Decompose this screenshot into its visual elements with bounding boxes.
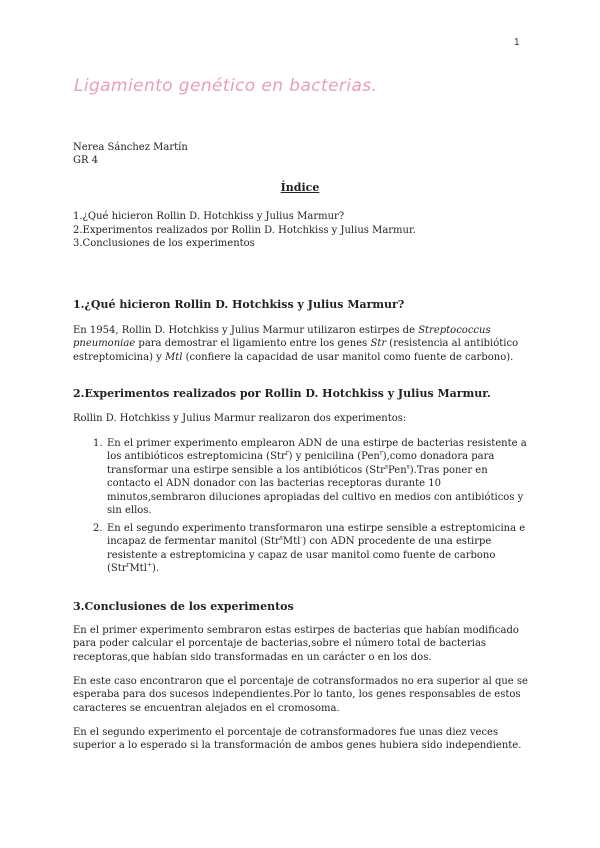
section2-intro: Rollin D. Hotchkiss y Julius Marmur realizaron dos experimentos:	[73, 413, 407, 424]
section1-heading: 1.¿Qué hicieron Rollin D. Hotchkiss y Julius Marmur?	[73, 298, 405, 311]
index-heading: Índice	[280, 181, 320, 194]
section1-paragraph: En 1954, Rollin D. Hotchkiss y Julius Marmur utilizaron estirpes de Streptococcus pneumoniae para demostrar el ligamiento entre los genes Str (resistencia al antibiótico estreptomicina) y Mtl (confiere la capacidad de usar manitol como fuente de carbono).	[73, 325, 519, 363]
section3-paragraph: En el primer experimento sembraron estas estirpes de bacterias que habían modificado para poder calcular el porcentaje de bacterias,sobre el número total de bacterias receptoras,que habían sido transformadas en un carácter o en los dos.	[73, 625, 519, 663]
page-number: 1	[514, 37, 520, 48]
author-name: Nerea Sánchez Martín	[73, 142, 188, 153]
experiment-list-item: 1. En el primer experimento emplearon ADN de una estirpe de bacterias resistente a los antibióticos estreptomicina (Str$^r$) y penicilina (Pen$^r$),como donadora para transformar una estirpe sensible a los antibióticos (Str$^s$Pen$^s$).Tras poner en contacto el ADN donador con las bacterias receptoras durante 10 minutos,sembraron diluciones apropiadas del cultivo en medios con antibióticos y sin ellos.	[93, 438, 527, 517]
document-title: Ligamiento genético en bacterias.	[74, 76, 378, 96]
index-list	[73, 210, 416, 251]
section3-paragraph: En el segundo experimento el porcentaje de cotransformadores fue unas diez veces superior a lo esperado si la transformación de ambos genes hubiera sido independiente.	[73, 727, 522, 752]
section2-heading: 2.Experimentos realizados por Rollin D. Hotchkiss y Julius Marmur.	[73, 387, 491, 400]
section3-heading: 3.Conclusiones de los experimentos	[73, 600, 294, 613]
author-group: GR 4	[73, 155, 99, 166]
section3-paragraph: En este caso encontraron que el porcentaje de cotransformados no era superior al que se esperaba para dos sucesos independientes.Por lo tanto, los genes responsables de estos caracteres se encuentran alejados en el cromosoma.	[73, 676, 528, 714]
index-item: 3.Conclusiones de los experimentos	[73, 238, 255, 249]
index-item: 2.Experimentos realizados por Rollin D. Hotchkiss y Julius Marmur.	[73, 224, 416, 236]
experiment-list-item: 2. En el segundo experimento transformaron una estirpe sensible a estreptomicina e incapaz de fermentar manitol (Str$^s$Mtl-) con ADN procedente de una estirpe resistente a estreptomicina y capaz de usar manitol como fuente de carbono (Str$^r$Mtl+).	[93, 523, 526, 575]
index-item: 1.¿Qué hicieron Rollin D. Hotchkiss y Julius Marmur?	[73, 211, 345, 222]
